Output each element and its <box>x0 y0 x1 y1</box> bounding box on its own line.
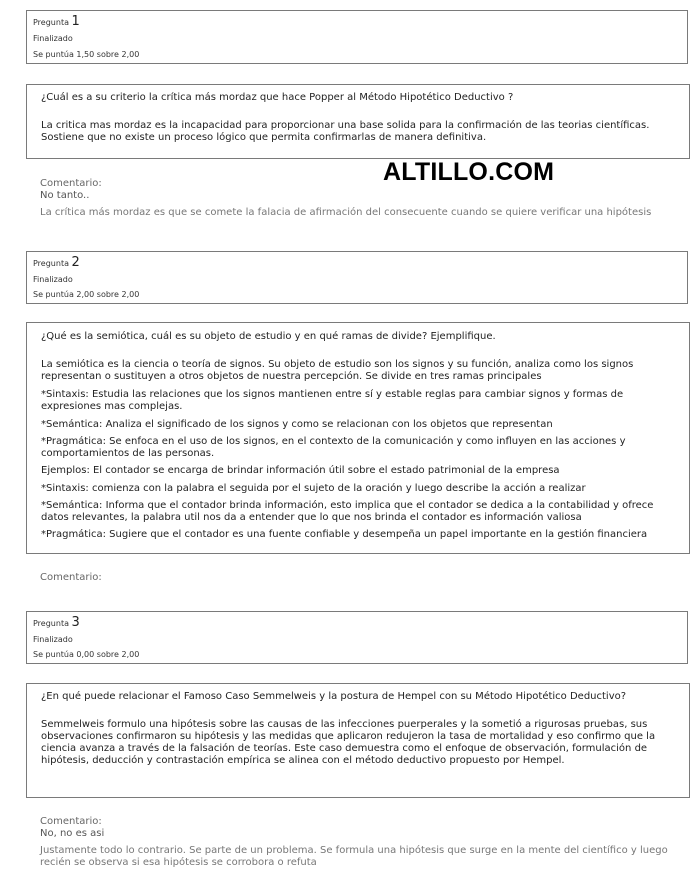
comment-block-2 <box>40 572 680 584</box>
comment-block-3 <box>40 816 680 869</box>
answer-paragraph: Ejemplos: El contador se encarga de brindar información útil sobre el estado patrimonial de la empresa <box>41 465 560 476</box>
question-score: Se puntúa 1,50 sobre 2,00 <box>33 50 140 59</box>
comment-line: La crítica más mordaz es que se comete la falacia de afirmación del consecuente cuando se quiere verificar una hipótesis <box>40 207 652 218</box>
answer-paragraph: *Sintaxis: comienza con la palabra el seguida por el sujeto de la oración y luego describe la acción a realizar <box>41 483 586 494</box>
comment-line: No, no es asi <box>40 828 105 839</box>
comment-line: No tanto.. <box>40 190 90 201</box>
question-text: ¿Cuál es a su criterio la crítica más mordaz que hace Popper al Método Hipotético Deductivo ? <box>41 92 514 103</box>
question-info-2 <box>26 251 688 304</box>
question-box-1 <box>26 84 690 159</box>
answer-paragraph: *Pragmática: Se enfoca en el uso de los signos, en el contexto de la comunicación y como influyen en las acciones y comportamientos de las personas. <box>41 436 626 459</box>
question-text: ¿Qué es la semiótica, cuál es su objeto de estudio y en qué ramas de divide? Ejemplifique. <box>41 331 496 342</box>
question-number: 1 <box>71 14 80 29</box>
comment-line: Justamente todo lo contrario. Se parte de un problema. Se formula una hipótesis que surge en la mente del científico y luego recién se observa si esa hipótesis se corrobora o refuta <box>40 845 668 868</box>
question-box-3 <box>26 683 690 798</box>
answer-paragraph: La critica mas mordaz es la incapacidad para proporcionar una base solida para la confirmación de las teorias científicas. Sostiene que no existe un proceso lógico que permita confirmarlas de manera definitiva. <box>41 120 650 143</box>
question-info-1 <box>26 10 688 64</box>
question-score: Se puntúa 2,00 sobre 2,00 <box>33 290 140 299</box>
answer-paragraph: La semiótica es la ciencia o teoría de signos. Su objeto de estudio son los signos y su función, analiza como los signos representan o sustituyen a otros objetos de nuestra percepción. Se divide en tres ramas principales <box>41 359 634 382</box>
answer-paragraph: *Semántica: Analiza el significado de los signos y como se relacionan con los objetos que representan <box>41 419 553 430</box>
question-box-2 <box>26 322 690 554</box>
question-number: 2 <box>71 255 80 270</box>
question-label: Pregunta <box>33 619 69 628</box>
answer-paragraph: *Sintaxis: Estudia las relaciones que los signos mantienen entre sí y estable reglas para cambiar signos y formas de expresiones mas complejas. <box>41 389 624 412</box>
comment-label: Comentario: <box>40 572 102 583</box>
answer-paragraph: Semmelweis formulo una hipótesis sobre las causas de las infecciones puerperales y la sometió a rigurosas pruebas, sus observaciones confirmaron su hipótesis y las medidas que aplicaron redujeron la tasa de mortalidad y eso confirmo que la ciencia avanza a través de la falsación de teorías. Este caso demuestra como el enfoque de observación, formulación de hipótesis, deducción y contrastación empírica se alinea con el método deductivo propuesto por Hempel. <box>41 719 656 766</box>
question-label: Pregunta <box>33 259 69 268</box>
question-label: Pregunta <box>33 18 69 27</box>
comment-label: Comentario: <box>40 178 102 189</box>
comment-label: Comentario: <box>40 816 102 827</box>
question-score: Se puntúa 0,00 sobre 2,00 <box>33 650 140 659</box>
answer-paragraph: *Pragmática: Sugiere que el contador es una fuente confiable y desempeña un papel importante en la gestión financiera <box>41 529 648 540</box>
question-status: Finalizado <box>33 34 73 43</box>
question-status: Finalizado <box>33 275 73 284</box>
watermark-logo: ALTILLO.COM <box>383 158 555 186</box>
comment-block-1 <box>40 178 680 219</box>
question-number: 3 <box>71 615 80 630</box>
question-info-3 <box>26 611 688 664</box>
question-text: ¿En qué puede relacionar el Famoso Caso Semmelweis y la postura de Hempel con su Método Hipotético Deductivo? <box>41 691 627 702</box>
answer-paragraph: *Semántica: Informa que el contador brinda información, esto implica que el contador se dedica a la contabilidad y ofrece datos relevantes, la palabra util nos da a entender que lo que nos brinda el contador es información valiosa <box>41 500 654 523</box>
question-status: Finalizado <box>33 635 73 644</box>
